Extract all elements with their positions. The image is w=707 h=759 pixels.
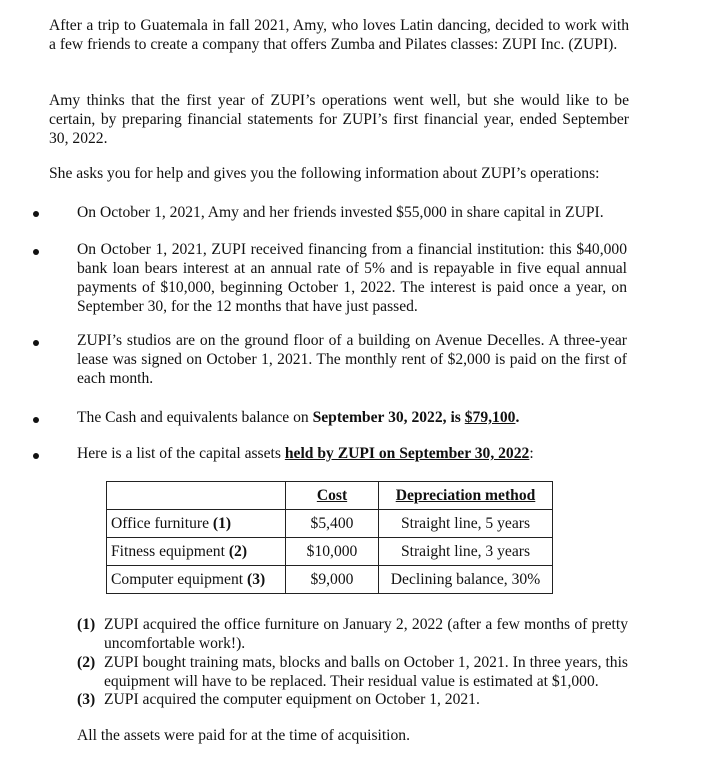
table-row <box>107 538 553 566</box>
asset-note: (2) <box>228 542 248 560</box>
asset-name-cell <box>107 566 286 594</box>
header-depreciation-method <box>379 482 553 510</box>
asset-name: Office furniture <box>111 514 209 532</box>
note-number: (3) <box>77 691 96 708</box>
bullet-bank-loan: On October 1, 2021, ZUPI received financing from a financial institution: this $40,000 bank loan bears interest at an annual rate of 5% and is repayable in five equal annual payments of $10,000, beginning October 1, 2022. The interest is paid once a year, on September 30, for the 12 months that have just passed. <box>77 241 627 315</box>
capital-assets-colon: : <box>529 445 534 462</box>
bullet-lease: ZUPI’s studios are on the ground floor of a building on Avenue Decelles. A three-year lease was signed on October 1, 2021. The monthly rent of $2,000 is paid on the first of each month. <box>77 332 627 387</box>
asset-cost: $9,000 <box>286 566 379 594</box>
asset-note: (3) <box>247 570 266 588</box>
asset-method: Straight line, 5 years <box>379 510 553 538</box>
cash-balance-text: The Cash and equivalents balance on <box>77 409 313 426</box>
bullet-icon <box>33 340 41 348</box>
asset-method: Declining balance, 30% <box>379 566 553 594</box>
header-cost-label: Cost <box>316 486 348 504</box>
note-number: (1) <box>77 616 96 633</box>
cash-balance-amount: $79,100 <box>464 409 516 426</box>
asset-name: Fitness equipment <box>111 542 225 560</box>
asset-name: Computer equipment <box>111 570 244 588</box>
bullet-share-capital: On October 1, 2021, Amy and her friends invested $55,000 in share capital in ZUPI. <box>77 204 604 221</box>
capital-assets-text: Here is a list of the capital assets <box>77 445 285 462</box>
cash-balance-period: . <box>515 409 520 426</box>
header-empty-cell <box>107 482 286 510</box>
note-text: ZUPI acquired the office furniture on January 2, 2022 (after a few months of pretty uncomfortable work!). <box>104 616 628 652</box>
note-number: (2) <box>77 654 96 671</box>
intro-paragraph-2: Amy thinks that the first year of ZUPI’s operations went well, but she would like to be certain, by preparing financial statements for ZUPI’s first financial year, ended September 30, 2022. <box>49 92 629 147</box>
table-row <box>107 566 553 594</box>
asset-method: Straight line, 3 years <box>379 538 553 566</box>
table-row <box>107 510 553 538</box>
asset-cost: $10,000 <box>286 538 379 566</box>
header-method-label: Depreciation method <box>395 486 536 504</box>
header-cost <box>286 482 379 510</box>
closing-statement: All the assets were paid for at the time of acquisition. <box>77 727 411 744</box>
cash-balance-date: September 30, 2022, is <box>312 409 461 426</box>
bullet-icon <box>33 453 41 461</box>
bullet-icon <box>33 211 41 219</box>
bullet-icon <box>33 249 41 257</box>
intro-paragraph-1: After a trip to Guatemala in fall 2021, Amy, who loves Latin dancing, decided to work with a few friends to create a company that offers Zumba and Pilates classes: ZUPI Inc. (ZUPI). <box>49 17 629 53</box>
asset-note: (1) <box>212 514 232 532</box>
asset-name-cell <box>107 510 286 538</box>
bullet-cash-balance <box>77 408 627 427</box>
capital-assets-date: held by ZUPI on September 30, 2022 <box>284 445 530 462</box>
asset-cost: $5,400 <box>286 510 379 538</box>
capital-assets-table <box>106 481 553 594</box>
intro-paragraph-3: She asks you for help and gives you the following information about ZUPI’s operations: <box>49 165 600 182</box>
table-header-row <box>107 482 553 510</box>
note-text: ZUPI acquired the computer equipment on October 1, 2021. <box>104 691 480 708</box>
bullet-capital-assets <box>77 444 627 463</box>
note-text: ZUPI bought training mats, blocks and balls on October 1, 2021. In three years, this equipment will have to be replaced. Their residual value is estimated at $1,000. <box>104 654 628 690</box>
asset-name-cell <box>107 538 286 566</box>
bullet-icon <box>33 417 41 425</box>
